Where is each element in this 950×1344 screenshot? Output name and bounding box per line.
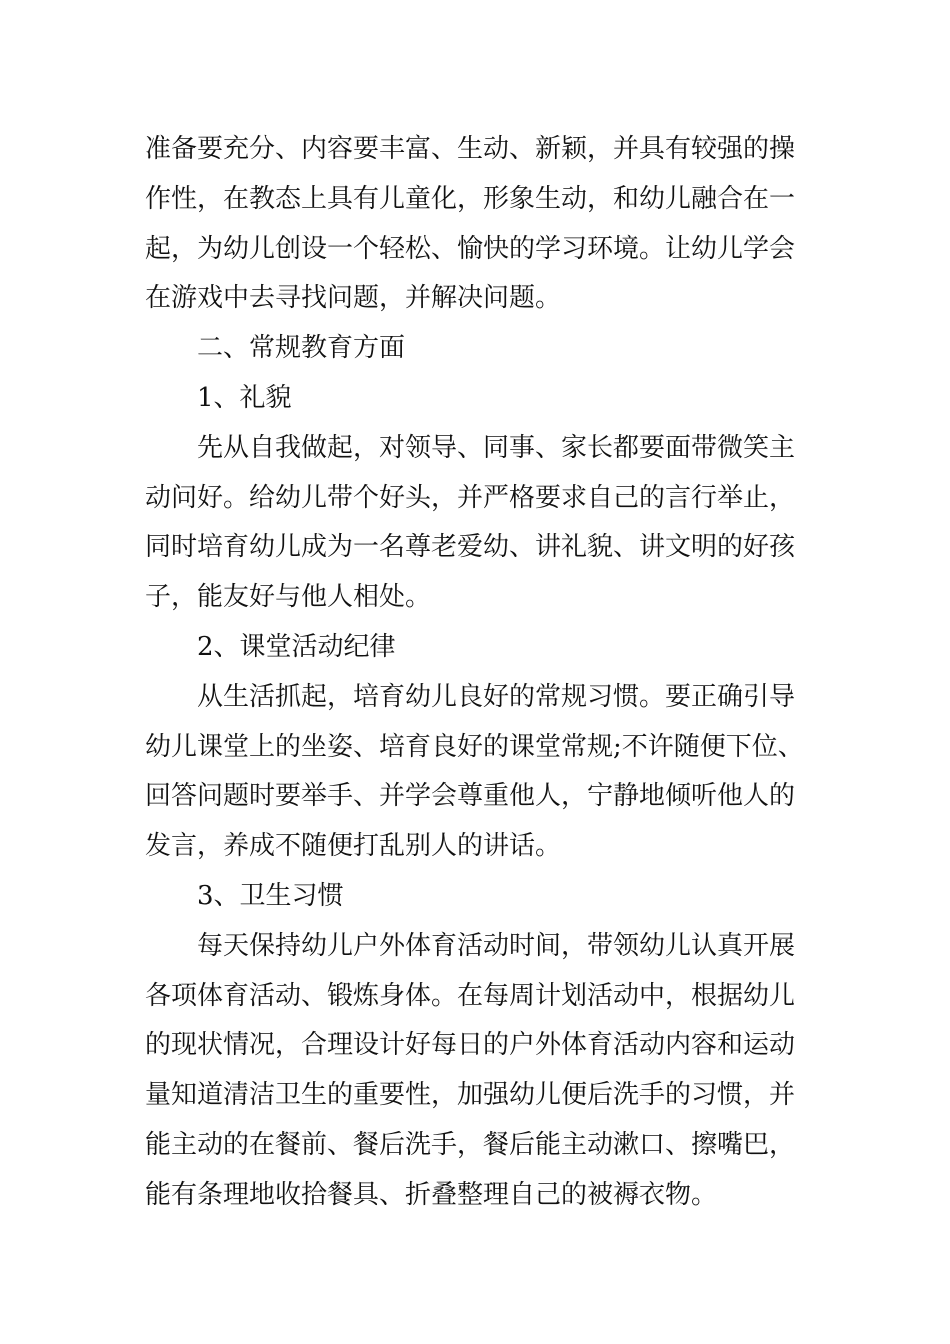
heading-line: 1、礼貌 — [197, 382, 292, 413]
text-line: 的现状情况，合理设计好每日的户外体育活动内容和运动 — [145, 1030, 796, 1061]
text-line: 在游戏中去寻找问题，并解决问题。 — [145, 283, 562, 314]
text-line: 先从自我做起，对领导、同事、家长都要面带微笑主 — [197, 432, 796, 463]
heading-line: 二、常规教育方面 — [197, 333, 406, 364]
text-line: 作性，在教态上具有儿童化，形象生动，和幼儿融合在一 — [145, 183, 796, 214]
heading-line: 3、卫生习惯 — [197, 880, 344, 911]
text-line: 各项体育活动、锻炼身体。在每周计划活动中，根据幼儿 — [145, 980, 796, 1011]
text-line: 子，能友好与他人相处。 — [145, 582, 432, 613]
paragraph-classroom-discipline — [145, 673, 810, 872]
text-line: 能有条理地收拾餐具、折叠整理自己的被褥衣物。 — [145, 1179, 718, 1210]
text-line: 动问好。给幼儿带个好头，并严格要求自己的言行举止， — [145, 482, 796, 513]
paragraph-courtesy — [145, 424, 810, 623]
heading-line: 2、课堂活动纪律 — [197, 631, 396, 662]
text-line: 每天保持幼儿户外体育活动时间，带领幼儿认真开展 — [197, 930, 796, 961]
text-line: 起，为幼儿创设一个轻松、愉快的学习环境。让幼儿学会 — [145, 233, 796, 264]
paragraph-hygiene-habits — [145, 922, 810, 1221]
document-body — [145, 125, 810, 1221]
text-line: 幼儿课堂上的坐姿、培育良好的课堂常规;不许随便下位、 — [145, 731, 804, 762]
text-line: 从生活抓起，培育幼儿良好的常规习惯。要正确引导 — [197, 681, 796, 712]
text-line: 回答问题时要举手、并学会尊重他人，宁静地倾听他人的 — [145, 781, 796, 812]
subheading-courtesy — [145, 374, 810, 424]
subheading-hygiene-habits — [145, 872, 810, 922]
text-line: 准备要充分、内容要丰富、生动、新颖，并具有较强的操 — [145, 134, 796, 164]
section-heading-routine-education — [145, 324, 810, 374]
subheading-classroom-discipline — [145, 623, 810, 673]
text-line: 量知道清洁卫生的重要性，加强幼儿便后洗手的习惯，并 — [145, 1080, 796, 1111]
text-line: 能主动的在餐前、餐后洗手，餐后能主动漱口、擦嘴巴， — [145, 1129, 796, 1160]
text-line: 同时培育幼儿成为一名尊老爱幼、讲礼貌、讲文明的好孩 — [145, 532, 796, 563]
paragraph-intro — [145, 125, 810, 324]
text-line: 发言，养成不随便打乱别人的讲话。 — [145, 831, 562, 862]
